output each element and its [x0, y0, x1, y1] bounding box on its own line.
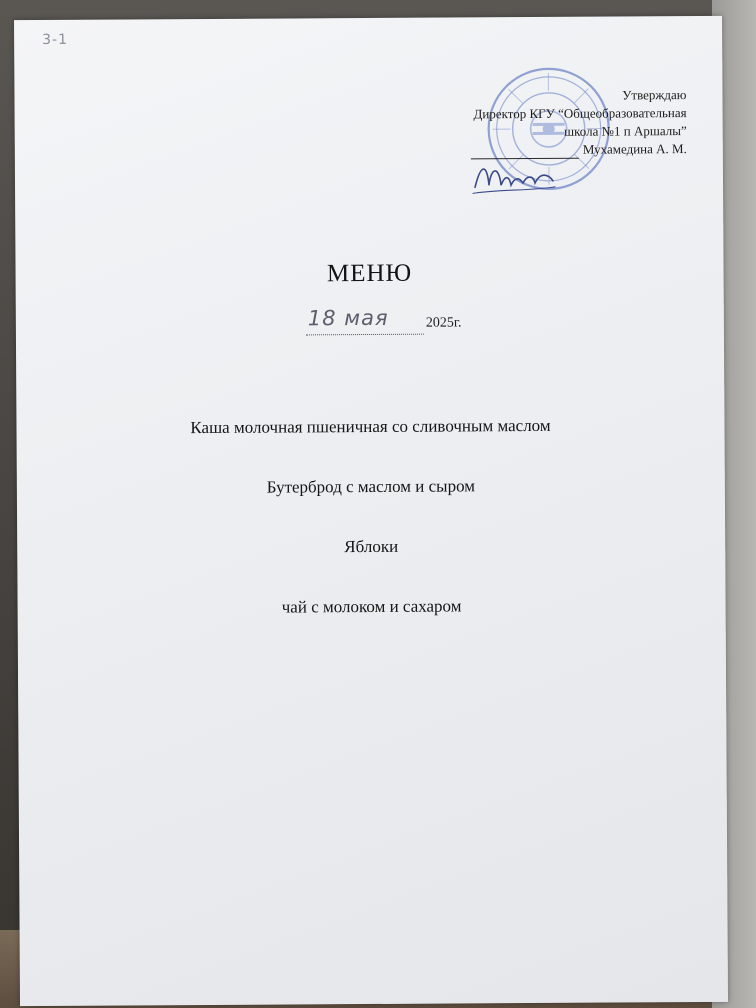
date-row	[16, 304, 724, 342]
approval-signatory-name: Мухамедина А. М.	[582, 141, 687, 157]
menu-item: чай с молоком и сахаром	[281, 596, 462, 617]
handwritten-date: 18 мая	[307, 305, 389, 331]
approval-heading: Утверждаю	[622, 87, 687, 103]
page-title: МЕНЮ	[326, 259, 413, 288]
approval-organization: школа №1 п Аршалы”	[564, 123, 687, 139]
menu-item: Каша молочная пшеничная со сливочным маслом	[190, 415, 551, 438]
menu-item: Бутерброд с маслом и сыром	[266, 476, 476, 497]
document-sheet	[14, 16, 728, 1006]
handwritten-signature-icon	[469, 153, 559, 204]
corner-handwritten-mark: 3-1	[42, 31, 69, 48]
approval-block	[366, 86, 686, 160]
menu-list	[16, 414, 725, 658]
date-underline	[306, 334, 424, 336]
menu-item: Яблоки	[344, 536, 399, 557]
date-year: 2025г.	[425, 315, 462, 331]
approval-position: Директор КГУ “Общеобразовательная	[473, 105, 687, 122]
